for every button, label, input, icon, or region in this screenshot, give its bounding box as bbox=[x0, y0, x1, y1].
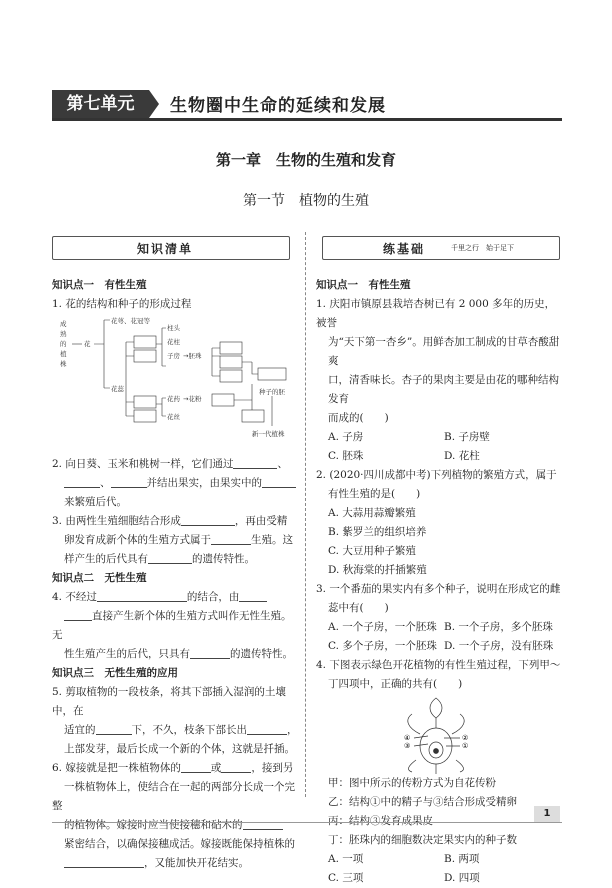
r-q4-option-a[interactable]: A. 一项 bbox=[328, 853, 364, 865]
r-q1-option-b[interactable]: B. 子房壁 bbox=[444, 431, 490, 443]
r-q4-statement-ding: 丁：胚珠内的细胞数决定果实内的种子数 bbox=[328, 834, 517, 846]
practice-header bbox=[322, 236, 560, 260]
fig-label-3: ③ bbox=[404, 742, 411, 750]
r-q1-option-c[interactable]: C. 胚珠 bbox=[328, 450, 364, 462]
r-q4-statement-bing: 丙：结构③发育成果皮 bbox=[328, 815, 433, 827]
seed-embryo-label: 种子的胚 bbox=[259, 388, 285, 396]
q4-blank-1[interactable] bbox=[97, 589, 187, 602]
q3-blank-2[interactable] bbox=[211, 532, 251, 545]
r-q2-option-c[interactable]: C. 大豆用种子繁殖 bbox=[328, 545, 416, 557]
q4-text-e: 的遗传特性。 bbox=[230, 648, 293, 660]
fig-label-4: ④ bbox=[404, 734, 411, 742]
sepal-crown-label: 花萼、花冠等 bbox=[111, 317, 150, 325]
r-q3 bbox=[316, 580, 564, 656]
q6-text-c: ，接到另 bbox=[251, 762, 294, 774]
q2-text-b: 、 bbox=[277, 458, 288, 470]
q4-blank-4[interactable] bbox=[190, 646, 230, 659]
r-q2-option-a[interactable]: A. 大蒜用蒜瓣繁殖 bbox=[328, 507, 416, 519]
r-kp1-heading: 知识点一 有性生殖 bbox=[316, 279, 411, 291]
q3-blank-3[interactable] bbox=[148, 551, 192, 564]
r-q4-option-b[interactable]: B. 两项 bbox=[444, 853, 480, 865]
q4-text-c: 直接产生新个体的生殖方式叫作无性生殖。无 bbox=[52, 610, 292, 641]
knowledge-list-header bbox=[52, 236, 290, 260]
flower-label: 花 bbox=[84, 340, 91, 348]
q6 bbox=[52, 759, 298, 873]
q4-text-b: 的结合，由 bbox=[186, 591, 240, 603]
q6-blank-3[interactable] bbox=[243, 817, 283, 830]
q2-blank-4[interactable] bbox=[262, 475, 296, 488]
q2-blank-2[interactable] bbox=[64, 475, 100, 488]
q3-text-a: 3. 由两性生殖细胞结合形成 bbox=[52, 515, 181, 527]
r-q3-line-2: 蕊中有( ) bbox=[328, 602, 389, 614]
chapter-title: 第一章 生物的生殖和发育 bbox=[215, 151, 396, 169]
q6-blank-2[interactable] bbox=[221, 760, 251, 773]
q3-text-b: ，再由受精 bbox=[234, 515, 288, 527]
q4 bbox=[52, 588, 298, 664]
q1-text: 1. 花的结构和种子的形成过程 bbox=[52, 298, 192, 310]
r-q4-line-2: 丁四项中，正确的共有( ) bbox=[328, 678, 463, 690]
new-plant-label: 新一代植株 bbox=[252, 430, 285, 438]
unit-header bbox=[52, 90, 562, 121]
q3-text-c: 卵发育成新个体的生殖方式属于 bbox=[64, 534, 211, 546]
q4-text-a: 4. 不经过 bbox=[52, 591, 97, 603]
q4-blank-2[interactable] bbox=[239, 589, 267, 602]
r-q4-option-c[interactable]: C. 三项 bbox=[328, 872, 364, 884]
kp3-heading: 知识点三 无性生殖的应用 bbox=[52, 667, 178, 679]
r-q1-line-2: 为“天下第一杏乡”。用鲜杏加工制成的甘草杏酸甜爽 bbox=[328, 336, 560, 367]
q2: 2. 向日葵、玉米和桃树一样，它们通过 、 、 并结出果实，由果实中的 来繁殖后代。 bbox=[52, 455, 298, 512]
q6-blank-1[interactable] bbox=[181, 760, 211, 773]
pollen-label: →花粉 bbox=[183, 395, 202, 403]
plant-label-4: 植 bbox=[60, 350, 67, 358]
q3-blank-1[interactable] bbox=[181, 513, 235, 526]
r-q1-line-4: 而成的( ) bbox=[328, 412, 389, 424]
q3 bbox=[52, 512, 298, 569]
q5-text-b: 适宜的 bbox=[64, 724, 96, 736]
r-q4 bbox=[316, 656, 564, 694]
r-q4-statement-yi: 乙：结构①中的精子与③结合形成受精卵 bbox=[328, 796, 517, 808]
filament-label: 花丝 bbox=[167, 413, 180, 421]
practice-sublabel: 千里之行 始于足下 bbox=[451, 244, 514, 252]
bottom-rule bbox=[52, 822, 562, 823]
r-q1-option-a[interactable]: A. 子房 bbox=[328, 431, 364, 443]
kp2-heading: 知识点二 无性生殖 bbox=[52, 572, 147, 584]
r-q2-option-b[interactable]: B. 紫罗兰的组织培养 bbox=[328, 526, 427, 538]
q4-text-d: 性生殖产生的后代，只具有 bbox=[64, 648, 190, 660]
q6-text-b: 或 bbox=[210, 762, 222, 774]
q3-text-e: 样产生的后代具有 bbox=[64, 553, 148, 565]
q6-text-g: ，又能加快开花结实。 bbox=[144, 857, 249, 869]
q2-blank-1[interactable] bbox=[233, 456, 277, 469]
r-q2-line-2: 有性生殖的是( ) bbox=[328, 488, 421, 500]
r-q3-option-b[interactable]: B. 一个子房，多个胚珠 bbox=[444, 621, 553, 633]
kp1-heading: 知识点一 有性生殖 bbox=[52, 279, 147, 291]
r-q2-line-1: 2. (2020·四川成都中考)下列植物的繁殖方式，属于 bbox=[316, 469, 557, 481]
left-column bbox=[52, 276, 298, 873]
pistil-stamen-label: 花蕊 bbox=[111, 385, 124, 393]
ovary-label: 子房 bbox=[167, 352, 180, 360]
plant-label-2: 熟 bbox=[60, 330, 67, 338]
q5-text-c: 下，不久，枝条下部长出 bbox=[131, 724, 247, 736]
unit-title: 生物圈中生命的延续和发展 bbox=[170, 96, 386, 116]
r-q1-option-d[interactable]: D. 花柱 bbox=[444, 450, 480, 462]
r-q3-line-1: 3. 一个番茄的果实内有多个种子，说明在形成它的雌 bbox=[316, 583, 561, 595]
q5-text-e: 上部发芽，最后长成一个新的个体，这就是扦插。 bbox=[64, 743, 295, 755]
r-q2-option-d[interactable]: D. 秋海棠的扦插繁殖 bbox=[328, 564, 427, 576]
fig-label-1: ① bbox=[462, 742, 469, 750]
anther-label: 花药 bbox=[167, 395, 180, 403]
r-q4-option-d[interactable]: D. 四项 bbox=[444, 872, 480, 884]
r-q4-statement-jia: 甲：图中所示的传粉方式为自花传粉 bbox=[328, 777, 496, 789]
q6-blank-4[interactable] bbox=[64, 855, 144, 868]
right-column bbox=[316, 276, 564, 888]
plant-label-1: 成 bbox=[60, 320, 67, 328]
r-q1 bbox=[316, 295, 564, 466]
style-label: 花柱 bbox=[167, 338, 180, 346]
q6-text-a: 6. 嫁接就是把一株植物体的 bbox=[52, 762, 181, 774]
q2-blank-3[interactable] bbox=[111, 475, 147, 488]
r-q4-statements bbox=[316, 774, 564, 888]
q2-text-d: 来繁殖后代。 bbox=[64, 496, 127, 508]
r-q4-line-1: 4. 下图表示绿色开花植物的有性生殖过程，下列甲～ bbox=[316, 659, 561, 671]
q3-text-d: 生殖。这 bbox=[251, 534, 293, 546]
practice-label: 练基础 bbox=[383, 242, 426, 256]
section-title: 第一节 植物的生殖 bbox=[243, 193, 369, 209]
unit-badge: 第七单元 bbox=[52, 90, 149, 118]
q5-blank-1[interactable] bbox=[96, 722, 132, 735]
q5 bbox=[52, 683, 298, 759]
page-number: 1 bbox=[534, 806, 560, 822]
q5-blank-2[interactable] bbox=[247, 722, 287, 735]
r-q1-line-1: 1. 庆阳市镇原县栽培杏树已有 2 000 多年的历史，被誉 bbox=[316, 298, 556, 329]
q6-text-d: 一株植物体上，使结合在一起的两部分长成一个完整 bbox=[52, 781, 295, 812]
q5-text-a: 5. 剪取植物的一段枝条，将其下部插入湿润的土壤中，在 bbox=[52, 686, 286, 717]
r-q3-option-a[interactable]: A. 一个子房，一个胚珠 bbox=[328, 621, 437, 633]
ovule-label: →胚珠 bbox=[183, 352, 202, 360]
r-q3-option-c[interactable]: C. 多个子房，一个胚珠 bbox=[328, 640, 437, 652]
q5-text-d: ， bbox=[287, 724, 298, 736]
q4-blank-3[interactable] bbox=[64, 608, 92, 621]
plant-label-5: 株 bbox=[60, 360, 67, 368]
q2-text-a: 2. 向日葵、玉米和桃树一样，它们通过 bbox=[52, 458, 234, 470]
r-q2 bbox=[316, 466, 564, 580]
r-q3-option-d[interactable]: D. 一个子房，没有胚珠 bbox=[444, 640, 554, 652]
q6-text-f: 紧密结合，以确保接穗成活。嫁接既能保持植株的 bbox=[64, 838, 295, 850]
q3-text-f: 的遗传特性。 bbox=[192, 553, 255, 565]
flower-pollination-figure bbox=[316, 694, 564, 774]
fig-label-2: ② bbox=[462, 734, 469, 742]
column-divider bbox=[305, 232, 306, 797]
r-q1-line-3: 口，清香味长。杏子的果肉主要是由花的哪种结构发育 bbox=[328, 374, 559, 405]
knowledge-list-label: 知识清单 bbox=[137, 242, 194, 256]
q2-text-c: 并结出果实，由果实中的 bbox=[146, 477, 262, 489]
plant-label-3: 的 bbox=[60, 340, 67, 348]
q6-text-e: 的植物体。嫁接时应当使接穗和砧木的 bbox=[64, 819, 243, 831]
flower-seed-diagram bbox=[52, 314, 298, 444]
stigma-label: 柱头 bbox=[167, 324, 180, 332]
